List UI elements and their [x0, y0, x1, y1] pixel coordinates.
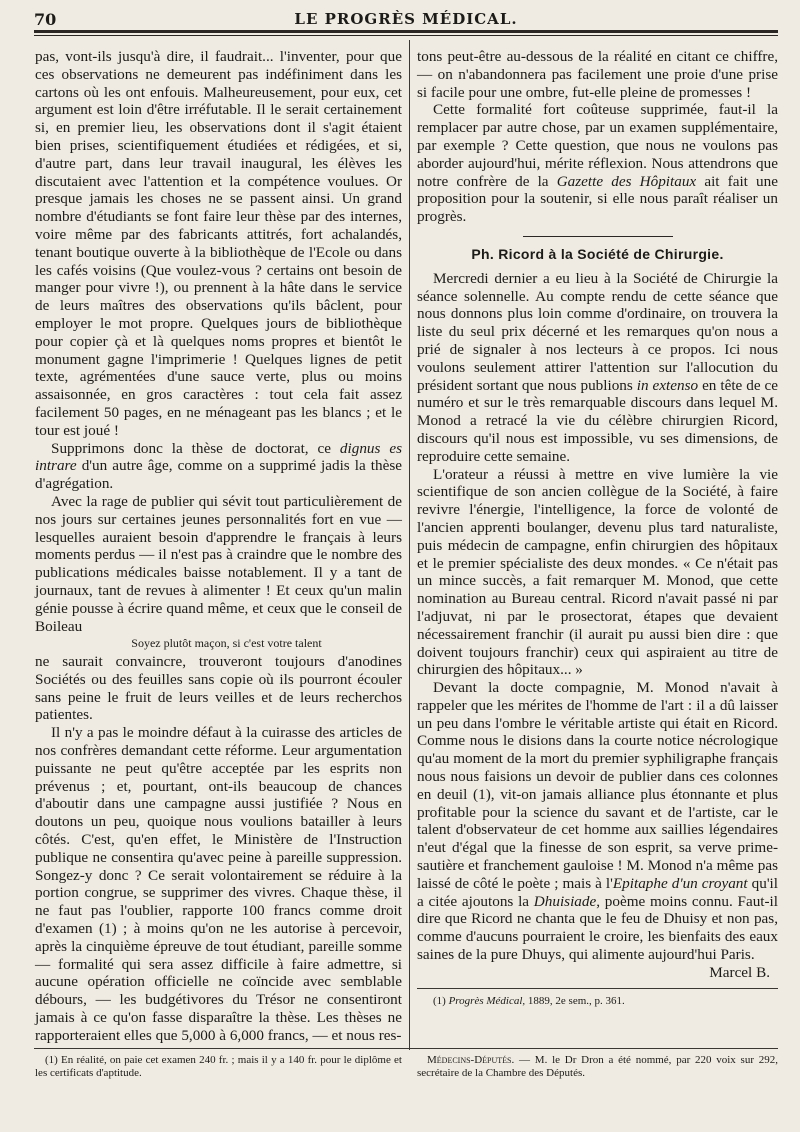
dhuisiade-title: Dhuisiade	[533, 892, 597, 910]
left-paragraph-3: Avec la rage de publier qui sévit tout particulièrement de nos jours sur certaines jeunes personnalités fort en vue — lesquelles auraient besoin d'apprendre le français à leurs moments perdus — il n'est pas à craindre que le nombre des publications médicales baisse notablement. Il y a tant de journaux, tant de revues à alimenter ! Et ceux qu'un malin génie pousse à écrire quand même, et ceux que le conseil de Boileau	[35, 492, 402, 635]
page-number: 70	[34, 10, 57, 29]
left-p2-latin: dignus es intrare	[35, 439, 402, 475]
left-p2-text-a: Supprimons donc la thèse de doctorat, ce	[51, 439, 331, 457]
right-footnote-ref: 1889, 2e sem., p. 361.	[527, 994, 625, 1007]
right-p5-text-b: qu'il a citée ajoutons la	[417, 874, 778, 910]
right-paragraph-4: L'orateur a réussi à mettre en vive lumière la vie scientifique de son ancien collègue de la Société, à faire revivre l'énergie, l'intelligence, la force de volonté de l'ancien apprenti boulanger, devenu plus tard naturaliste, puis médecin de campagne, enfin chirurgien des hôpitaux et le premier spécialiste des deux mondes. « Ce n'était pas un mince succès, a fait remarquer M. Monod, que cette nomination au Bureau central. Ricord n'avait passé ni par l'adjuvat, ni par le prosectorat, étapes que devaient nécessairement franchir (il aurait pu aussi bien dire : que doivent toujours franchir) ceux qui aspiraient au titre de chirurgien des hôpitaux... »	[417, 465, 778, 679]
right-paragraph-2	[417, 101, 778, 226]
right-p5-text-c: , poème moins connu. Faut-il dire que Ricord ne chanta que le feu de Dhuisy et non pas, comme d'aucuns pourraient le croire, les bienfaits des eaux saines de la pure Dhuys, qui alimente aujourd'hui Paris.	[417, 892, 779, 964]
right-paragraph-3	[417, 270, 778, 466]
gazette-title: Gazette des Hôpitaux	[556, 172, 697, 190]
deputes-label: Médecins-Députés.	[427, 1054, 515, 1066]
right-footnote-mark: (1)	[433, 994, 446, 1007]
bottom-left-footnote	[35, 1054, 402, 1080]
journal-title: LE PROGRÈS MÉDICAL.	[294, 10, 518, 28]
epitaphe-title: Epitaphe d'un croyant	[612, 874, 748, 892]
right-paragraph-1: tons peut-être au-dessous de la réalité en citant ce chiffre, — on n'abandonnera pas facilement une proie d'une prise si facile pour une ombre, fut-elle pleine de promesses !	[417, 48, 778, 101]
running-header	[34, 10, 778, 30]
right-footnote	[417, 995, 778, 1008]
deputes-text: — M. le Dr Dron a été nommé, par 220 voix sur 292, secrétaire de la Chambre des Députés.	[417, 1054, 779, 1079]
left-paragraph-1: pas, vont-ils jusqu'à dire, il faudrait... l'inventer, pour que ces observations ne demeurent pas indéfiniment dans les cartons où les ont enfouis. Malheureusement, pour eux, cet argument est loin d'être irréfutable. Il le serait certainement si, en premier lieu, les observations dont il s'agit étaient bien prises, scientifiquement étudiées et rédigées, et si, d'autre part, dans leur travail inaugural, les élèves les discutaient avec l'attention et la compétence voulues. Or presque jamais les choses ne se passent ainsi. Un grand nombre d'étudiants se font faire leur thèse par des internes, voire même par des fabricants attitrés, fort achalandés, tenant boutique ouverte à la bibliothèque de l'Ecole ou dans les cafés voisins (Que voulez-vous ? certains ont besoin de manger pour vivre !), ou prennent à la hâte dans le service de leurs maîtres des observations qu'ils bâclent, pour employer le mot propre. Quelques jours de bibliothèque pour copier çà et là quelques noms propres et bientôt le monument gagne l'imprimerie ! Quelques lignes de petit texte, agrémentées d'une sauce verte, plus ou moins assaisonnée, en gros caractères : tout cela fait assez facilement 50 pages, en ne ménageant pas les blancs ; et le tour est joué !	[35, 48, 402, 439]
bottom-right-news	[417, 1054, 778, 1080]
left-paragraph-4: ne saurait convaincre, trouveront toujours d'anodines Sociétés ou des feuilles sans copie où ils pourront écouler sans peine le fruit de leurs veilles et de leurs recherchos patientes.	[35, 653, 402, 724]
boileau-quote: Soyez plutôt maçon, si c'est votre talent	[131, 636, 322, 651]
exam-footnote: (1) En réalité, on paie cet examen 240 fr. ; mais il y a 140 fr. pour le diplôme et les certificats d'aptitude.	[35, 1054, 402, 1079]
deputes-note	[417, 1054, 778, 1080]
header-rule-thin	[34, 35, 778, 36]
right-paragraph-5	[417, 679, 778, 964]
left-paragraph-2	[35, 440, 402, 493]
column-divider	[409, 40, 410, 1050]
right-p2-text-b: ait fait une proposition pour la soutenir, si elle nous paraît réaliser un progrès.	[417, 172, 778, 226]
right-p3-text-b: en tête de ce numéro et sur le très remarquable discours dans lequel M. Monod a retracé la vie du célèbre chirurgien Ricord, discours qu'il nous est impossible, vu ses dimensions, de reproduire cette semaine.	[417, 376, 779, 465]
bottom-rule	[34, 1048, 778, 1049]
right-p2-text-a: Cette formalité fort coûteuse supprimée, faut-il la remplacer par autre chose, par un examen supplémentaire, par exemple ? Cette question, que nous ne voulons pas aborder aujourd'hui, mérite réflexion. Nous attendrons que notre confrère de la	[417, 101, 778, 190]
right-footnote-journal: Progrès Médical,	[448, 994, 526, 1007]
in-extenso: in extenso	[636, 376, 699, 394]
left-p2-text-b: d'un autre âge, comme on a supprimé jadis la thèse d'agrégation.	[35, 457, 402, 493]
right-p5-text-a: Devant la docte compagnie, M. Monod n'avait à rappeler que les mérites de l'homme de l'art : il a dû laisser un peu dans l'ombre le véritable artiste qui était en Ricord. Comme nous le disions dans la courte notice nécrologique qu'au moment de la mort du premier syphiligraphe français nous nous faisions un devoir de publier dans ces colonnes en deuil (1), vit-on jamais alliance plus étonnante et plus profitable pour la science du savant et de l'artiste, car le talent d'observateur de cet homme aux saillies légendaires n'eut d'égal que la finesse de son esprit, sa verve prime-sautière et franchement gauloise ! M. Monod n'a même pas laissé de côté le poète ; mais à l'	[417, 679, 778, 892]
section-separator	[523, 236, 673, 237]
right-p3-text-a: Mercredi dernier a eu lieu à la Société de Chirurgie la séance solennelle. Au compte rendu de cette séance que nous donnons plus loin comme d'ordinaire, on trouvera la liste du seul prix décerné et les remarques qu'on nous a prié de signaler à nos lecteurs à ce propos. Ici nous voulons seulement attirer l'attention sur l'allocution du président sortant que nous publions	[417, 269, 778, 394]
footnote-rule	[417, 988, 778, 989]
signature: Marcel B.	[709, 963, 770, 981]
header-rule-thick	[34, 30, 778, 33]
left-column	[35, 48, 402, 1045]
right-column	[417, 48, 778, 1008]
article-title: Ph. Ricord à la Société de Chirurgie.	[471, 245, 724, 262]
left-paragraph-5: Il n'y a pas le moindre défaut à la cuirasse des articles de nos confrères demandant cette réforme. Leur argumentation puissante ne peut qu'être acceptée par les esprits non prévenus ; et, pourtant, ont-ils beaucoup de chances d'aboutir dans une campagne aussi justifiée ? Nous en doutons un peu, quoique nous voulions batailler à leurs côtés. C'est, qu'en effet, le Ministère de l'Instruction publique ne consentira qu'avec peine à pareille suppression. Songez-y donc ? Ce serait volontairement se réduire à la portion congrue, se supprimer des vivres. Chaque thèse, il ne faut pas l'oublier, rapporte 100 francs comme droit d'examen (1) ; à moins qu'on ne les autorise à percevoir, après la cinquième épreuve de tout étudiant, pareille somme — formalité qui sera assez difficile à faire admettre, si aucune opération officielle ne coïncide avec semblable débours, — les budgétivores du Trésor ne consentiront jamais à ce qu'on fasse disparaître la thèse. Les thèses ne rapporteraient elles que 5,000 à 6,000 francs, — et nous res-	[35, 724, 402, 1044]
